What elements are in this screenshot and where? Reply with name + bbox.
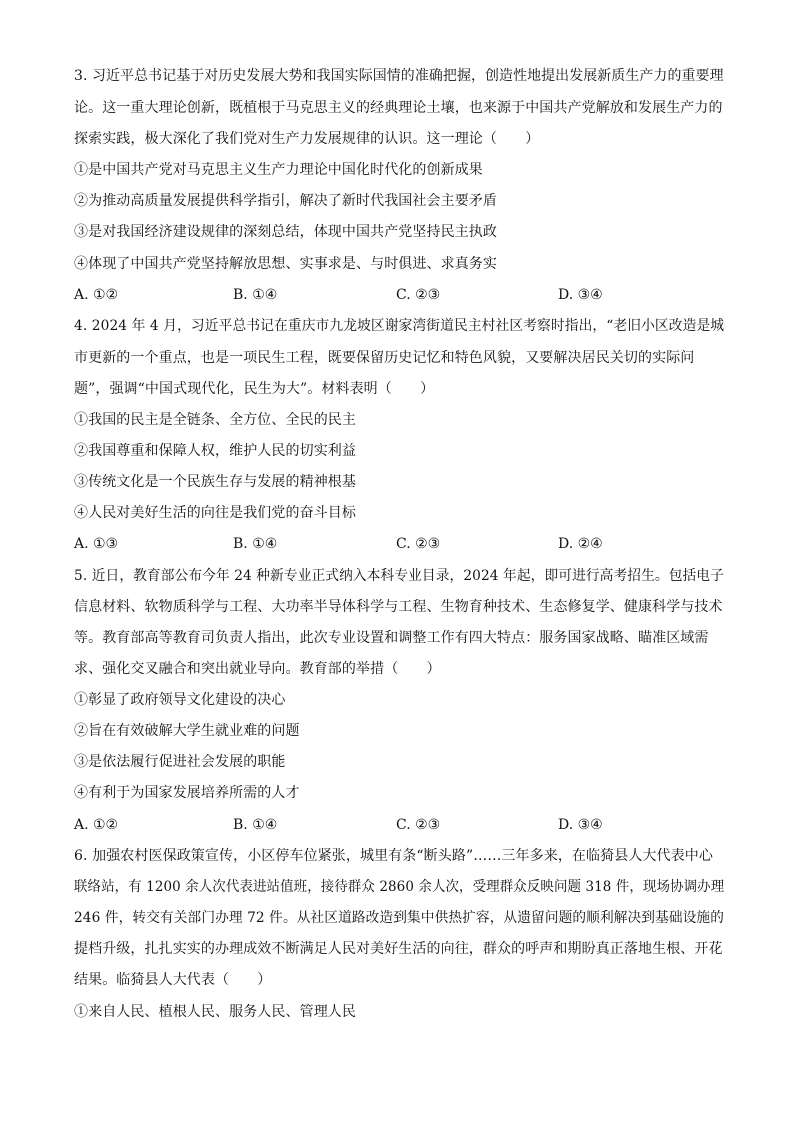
question-4-options — [74, 534, 724, 554]
question-3-statement-1: ①是中国共产党对马克思主义生产力理论中国化时代化的创新成果 — [74, 162, 483, 178]
question-4-statement-1: ①我国的民主是全链条、全方位、全民的民主 — [74, 412, 356, 428]
question-6-statement-1: ①来自人民、植根人民、服务人民、管理人民 — [74, 1004, 356, 1020]
question-5-statement-1: ①彰显了政府领导文化建设的决心 — [74, 692, 286, 708]
question-3-option-c[interactable]: C. ②③ — [396, 287, 441, 303]
question-4-statement-4: ④人民对美好生活的向往是我们党的奋斗目标 — [74, 505, 356, 521]
question-4-stem-line: 4. 2024 年 4 月，习近平总书记在重庆市九龙坡区谢家湾街道民主村社区考察时指出，“老旧小区改造是城 — [74, 318, 725, 334]
question-5-statement-4: ④有利于为国家发展培养所需的人才 — [74, 785, 300, 801]
question-3-options — [74, 285, 724, 305]
question-4-statement-2: ②我国尊重和保障人权，维护人民的切实利益 — [74, 443, 356, 459]
question-3-option-d[interactable]: D. ③④ — [558, 287, 603, 303]
question-3-stem-line: 探索实践，极大深化了我们党对生产力发展规律的认识。这一理论（ ） — [74, 131, 540, 147]
question-3-statement-3: ③是对我国经济建设规律的深刻总结，体现中国共产党坚持民主执政 — [74, 224, 497, 240]
question-3-statement-4: ④体现了中国共产党坚持解放思想、实事求是、与时俱进、求真务实 — [74, 256, 497, 272]
question-4-statement-3: ③传统文化是一个民族生存与发展的精神根基 — [74, 474, 356, 490]
question-4-stem-line: 市更新的一个重点，也是一项民生工程，既要保留历史记忆和特色风貌，又要解决居民关切的实际问 — [74, 350, 695, 366]
question-3-stem-line: 3. 习近平总书记基于对历史发展大势和我国实际国情的准确把握，创造性地提出发展新质生产力的重要理 — [74, 68, 724, 84]
question-5-stem-line: 信息材料、软物质科学与工程、大功率半导体科学与工程、生物育种技术、生态修复学、健康科学与技术 — [74, 599, 723, 615]
question-4-option-a[interactable]: A. ①③ — [74, 536, 119, 552]
question-3-stem-line: 论。这一重大理论创新，既植根于马克思主义的经典理论土壤，也来源于中国共产党解放和发展生产力的 — [74, 100, 723, 116]
question-5-options — [74, 815, 724, 835]
question-4-option-d[interactable]: D. ②④ — [558, 536, 603, 552]
question-3-statement-2: ②为推动高质量发展提供科学指引，解决了新时代我国社会主要矛盾 — [74, 193, 497, 209]
question-4-option-c[interactable]: C. ②③ — [396, 536, 441, 552]
question-6-stem-line: 结果。临猗县人大代表（ ） — [74, 972, 272, 988]
question-5-option-a[interactable]: A. ①② — [74, 817, 119, 833]
question-3-option-b[interactable]: B. ①④ — [233, 287, 278, 303]
question-5-statement-2: ②旨在有效破解大学生就业难的问题 — [74, 723, 300, 739]
question-5-option-b[interactable]: B. ①④ — [233, 817, 278, 833]
question-5-stem-line: 求、强化交叉融合和突出就业导向。教育部的举措（ ） — [74, 661, 441, 677]
question-4-stem-line: 题”，强调“中国式现代化，民生为大”。材料表明（ ） — [74, 381, 435, 397]
question-5-stem-line: 等。教育部高等教育司负责人指出，此次专业设置和调整工作有四大特点：服务国家战略、瞄准区域需 — [74, 630, 709, 646]
question-6-stem-line: 6. 加强农村医保政策宣传，小区停车位紧张，城里有条“断头路”……三年多来，在临猗县人大代表中心 — [74, 848, 713, 864]
question-5-option-d[interactable]: D. ③④ — [558, 817, 603, 833]
question-4-option-b[interactable]: B. ①④ — [233, 536, 278, 552]
question-6-stem-line: 提档升级，扎扎实实的办理成效不断满足人民对美好生活的向往，群众的呼声和期盼真正落地生根、开花 — [74, 941, 723, 957]
question-5-stem-line: 5. 近日，教育部公布今年 24 种新专业正式纳入本科专业目录，2024 年起，即可进行高考招生。包括电子 — [74, 568, 724, 584]
question-6-stem-line: 246 件，转交有关部门办理 72 件。从社区道路改造到集中供热扩容，从遗留问题的顺利解决到基础设施的 — [74, 910, 724, 926]
question-5-statement-3: ③是依法履行促进社会发展的职能 — [74, 754, 286, 770]
question-6-stem-line: 联络站，有 1200 余人次代表进站值班，接待群众 2860 余人次，受理群众反映问题 318 件，现场协调办理 — [74, 879, 725, 895]
question-3-option-a[interactable]: A. ①② — [74, 287, 119, 303]
question-5-option-c[interactable]: C. ②③ — [396, 817, 441, 833]
